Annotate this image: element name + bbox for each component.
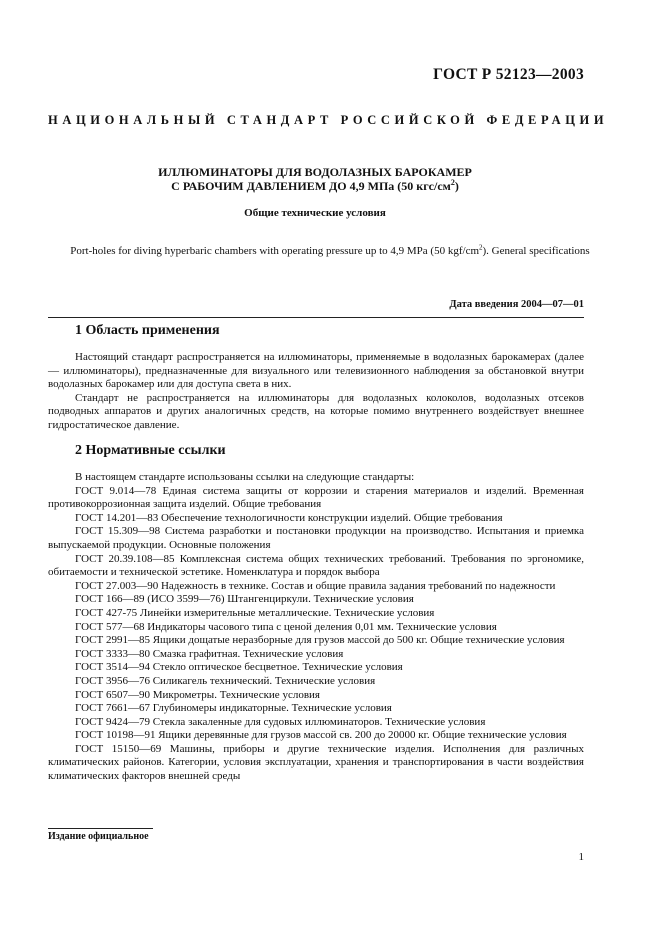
- reference-item: ГОСТ 9424—79 Стекла закаленные для судовых иллюминаторов. Технические условия: [75, 715, 486, 728]
- section-1-paragraph: Настоящий стандарт распространяется на иллюминаторы, применяемые в водолазных барокамерах (далее — иллюминаторы), предназначенные для визуального или телевизионного наблюдения за обстановкой внутри водолазных барокамер или для доступа света в них.: [48, 351, 584, 391]
- reference-item: ГОСТ 166—89 (ИСО 3599—76) Штангенциркули. Технические условия: [75, 593, 414, 606]
- title-line-1: ИЛЛЮМИНАТОРЫ ДЛЯ ВОДОЛАЗНЫХ БАРОКАМЕР: [158, 165, 472, 179]
- reference-item: ГОСТ 427-75 Линейки измерительные металлические. Технические условия: [75, 606, 435, 619]
- reference-item: ГОСТ 9.014—78 Единая система защиты от коррозии и старения материалов и изделий. Временная противокоррозионная защита изделий. Общие требования: [48, 484, 584, 511]
- reference-item: ГОСТ 20.39.108—85 Комплексная система общих технических требований. Требования по эргономике, обитаемости и технической эстетике. Номенклатура и порядок выбора: [48, 552, 584, 579]
- reference-item: ГОСТ 10198—91 Ящики деревянные для грузов массой св. 200 до 20000 кг. Общие технические условия: [75, 729, 567, 742]
- reference-item: ГОСТ 7661—67 Глубиномеры индикаторные. Технические условия: [75, 702, 392, 715]
- reference-item: ГОСТ 27.003—90 Надежность в технике. Состав и общие правила задания требований по надежности: [75, 579, 556, 592]
- english-title: [20, 245, 640, 257]
- section-1-heading: 1 Область применения: [75, 323, 220, 338]
- official-edition-label: Издание официальное: [48, 831, 149, 842]
- reference-item: ГОСТ 577—68 Индикаторы часового типа с ценой деления 0,01 мм. Технические условия: [75, 620, 497, 633]
- title-line-2-end: ): [454, 179, 459, 193]
- section-2-body: [48, 471, 584, 784]
- section-2-heading: 2 Нормативные ссылки: [75, 443, 226, 458]
- title-line-2-text: С РАБОЧИМ ДАВЛЕНИЕМ ДО 4,9 МПа (50 кгс/см: [171, 179, 451, 193]
- reference-item: ГОСТ 15.309—98 Система разработки и постановки продукции на производство. Испытания и приемка выпускаемой продукции. Основные положения: [48, 525, 584, 551]
- section-1-paragraph: Стандарт не распространяется на иллюминаторы для водолазных колоколов, водолазных отсеков подводных аппаратов и других аналогичных средств, на которые помимо внутреннего воздействует внешнее гидростатическое давление.: [48, 391, 584, 431]
- reference-item: ГОСТ 2991—85 Ящики дощатые неразборные для грузов массой до 500 кг. Общие технические условия: [75, 634, 565, 647]
- english-title-end: ). General specifications: [482, 245, 590, 257]
- date-divider: [48, 317, 584, 318]
- title-superscript: 2: [450, 178, 455, 187]
- footer-divider: [48, 828, 153, 829]
- english-superscript: 2: [479, 243, 483, 252]
- reference-item: ГОСТ 15150—69 Машины, приборы и другие технические изделия. Исполнения для различных климатических районов. Категории, условия эксплуатации, хранения и транспортирования в части воздействия климатических факторов внешней среды: [48, 742, 584, 783]
- english-title-text: Port-holes for diving hyperbaric chambers with operating pressure up to 4,9 MPa (50 kgf/cm: [70, 245, 480, 257]
- reference-item: ГОСТ 3956—76 Силикагель технический. Технические условия: [75, 674, 376, 687]
- reference-item: ГОСТ 14.201—83 Обеспечение технологичности конструкции изделий. Общие требования: [75, 511, 503, 524]
- reference-item: ГОСТ 6507—90 Микрометры. Технические условия: [75, 688, 320, 701]
- title-line-2: [60, 179, 570, 194]
- section-1-body: [48, 351, 584, 433]
- reference-item: ГОСТ 3514—94 Стекло оптическое бесцветное. Технические условия: [75, 661, 403, 674]
- section-2-intro: В настоящем стандарте использованы ссылки на следующие стандарты:: [75, 471, 415, 483]
- gost-code: ГОСТ Р 52123—2003: [433, 66, 584, 83]
- page-number: 1: [578, 851, 584, 863]
- intro-date: Дата введения 2004—07—01: [449, 299, 584, 310]
- reference-item: ГОСТ 3333—80 Смазка графитная. Технические условия: [75, 647, 344, 660]
- national-standard-banner: НАЦИОНАЛЬНЫЙ СТАНДАРТ РОССИЙСКОЙ ФЕДЕРАЦИИ: [48, 113, 609, 127]
- document-subtitle: Общие технические условия: [244, 207, 386, 219]
